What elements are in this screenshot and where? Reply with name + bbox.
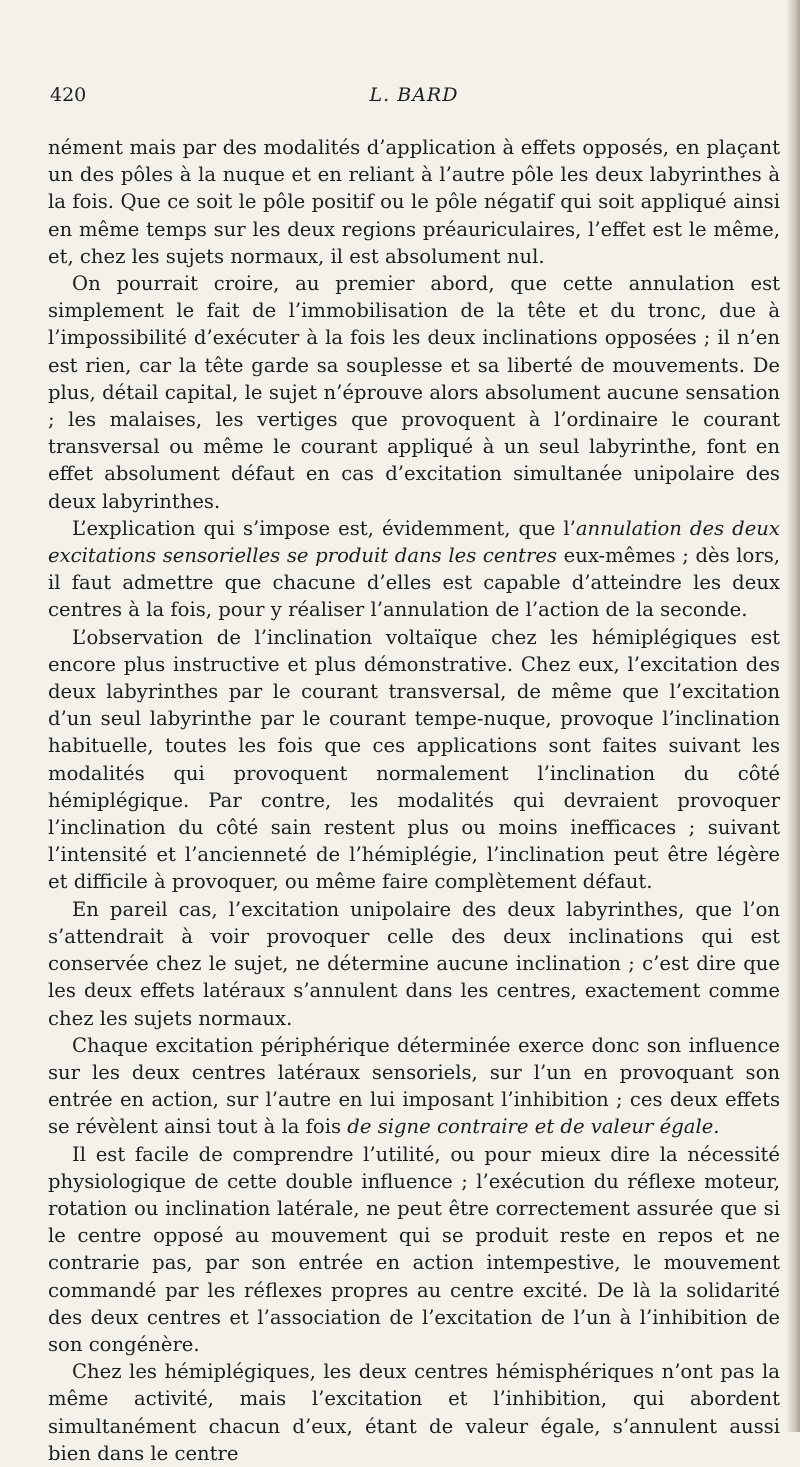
page-edge-shadow	[786, 0, 800, 1432]
paragraph	[48, 1141, 780, 1359]
paragraph	[48, 896, 780, 1032]
paragraph	[48, 515, 780, 624]
book-page	[48, 84, 780, 1467]
italic-text: annulation des deux excitations sensorielles se produit dans les centres	[48, 516, 780, 568]
text-run: L’observation de l’inclination voltaïque chez les hémiplégiques est encore plus instructive et plus démonstrative. Chez eux, l’excitation des deux labyrinthes par le courant transversal, de même que l’excitation d’un seul labyrinthe par le courant tempe-nuque, provoque l’inclination habituelle, toutes les fois que ces applications sont faites suivant les modalités qui provoquent normalement l’inclination du côté hémiplégique. Par contre, les modalités qui devraient provoquer l’inclination du côté sain restent plus ou moins inefficaces ; suivant l’intensité et l’ancienneté de l’hémiplégie, l’inclination peut être légère et difficile à provoquer, ou même faire complètement défaut.	[48, 625, 780, 894]
text-run: En pareil cas, l’excitation unipolaire des deux labyrinthes, que l’on s’attendrait à voir provoquer celle des deux inclinations qui est conservée chez le sujet, ne détermine aucune inclination ; c’est dire que les deux effets latéraux s’annulent dans les centres, exactement comme chez les sujets normaux.	[48, 897, 780, 1030]
text-run: On pourrait croire, au premier abord, que cette annulation est simplement le fait de l’immobilisation de la tête et du tronc, due à l’impossibilité d’exécuter à la fois les deux inclinations opposées ; il n’en est rien, car la tête garde sa souplesse et sa liberté de mouvements. De plus, détail capital, le sujet n’éprouve alors absolument aucune sensation ; les malaises, les vertiges que provoquent à l’ordinaire le courant transversal ou même le courant appliqué à un seul labyrinthe, font en effet absolument défaut en cas d’excitation simultanée unipolaire des deux labyrinthes.	[48, 272, 780, 513]
italic-text: de signe contraire et de valeur égale.	[347, 1115, 720, 1139]
paragraph	[48, 270, 780, 515]
page-number: 420	[50, 84, 87, 106]
paragraph	[48, 134, 780, 270]
text-run: L’explication qui s’impose est, évidemment, que l’	[72, 516, 576, 540]
paragraph	[48, 1032, 780, 1141]
body-text	[48, 134, 780, 1467]
text-run: nément mais par des modalités d’application à effets opposés, en plaçant un des pôles à la nuque et en reliant à l’autre pôle les deux labyrinthes à la fois. Que ce soit le pôle positif ou le pôle négatif qui soit appliqué ainsi en même temps sur les deux regions préauriculaires, l’effet est le même, et, chez les sujets normaux, il est absolument nul.	[48, 136, 780, 268]
text-run: Chaque excitation périphérique déterminée exerce donc son influence sur les deux centres latéraux sensoriels, sur l’un en provoquant son entrée en action, sur l’autre en lui imposant l’inhibition ; ces deux effets se révèlent ainsi tout à la fois	[48, 1033, 780, 1139]
running-head: L. BARD	[369, 84, 459, 106]
page-header	[48, 84, 780, 114]
text-run: Il est facile de comprendre l’utilité, ou pour mieux dire la nécessité physiologique de cette double influence ; l’exécution du réflexe moteur, rotation ou inclination latérale, ne peut être correctement assurée que si le centre opposé au mouvement qui se produit reste en repos et ne contrarie pas, par son entrée en action intempestive, le mouvement commandé par les réflexes propres au centre excité. De là la solidarité des deux centres et l’association de l’excitation de l’un à l’inhibition de son congénère.	[48, 1142, 780, 1356]
paragraph	[48, 1358, 780, 1467]
paragraph	[48, 624, 780, 896]
text-run: Chez les hémiplégiques, les deux centres hémisphériques n’ont pas la même activité, mais l’excitation et l’inhibition, qui abordent simultanément chacun d’eux, étant de valeur égale, s’annulent aussi bien dans le centre	[48, 1360, 780, 1465]
text-run: eux-mêmes ; dès lors, il faut admettre que chacune d’elles est capable d’atteindre les deux centres à la fois, pour y réaliser l’annulation de l’action de la seconde.	[48, 544, 780, 622]
